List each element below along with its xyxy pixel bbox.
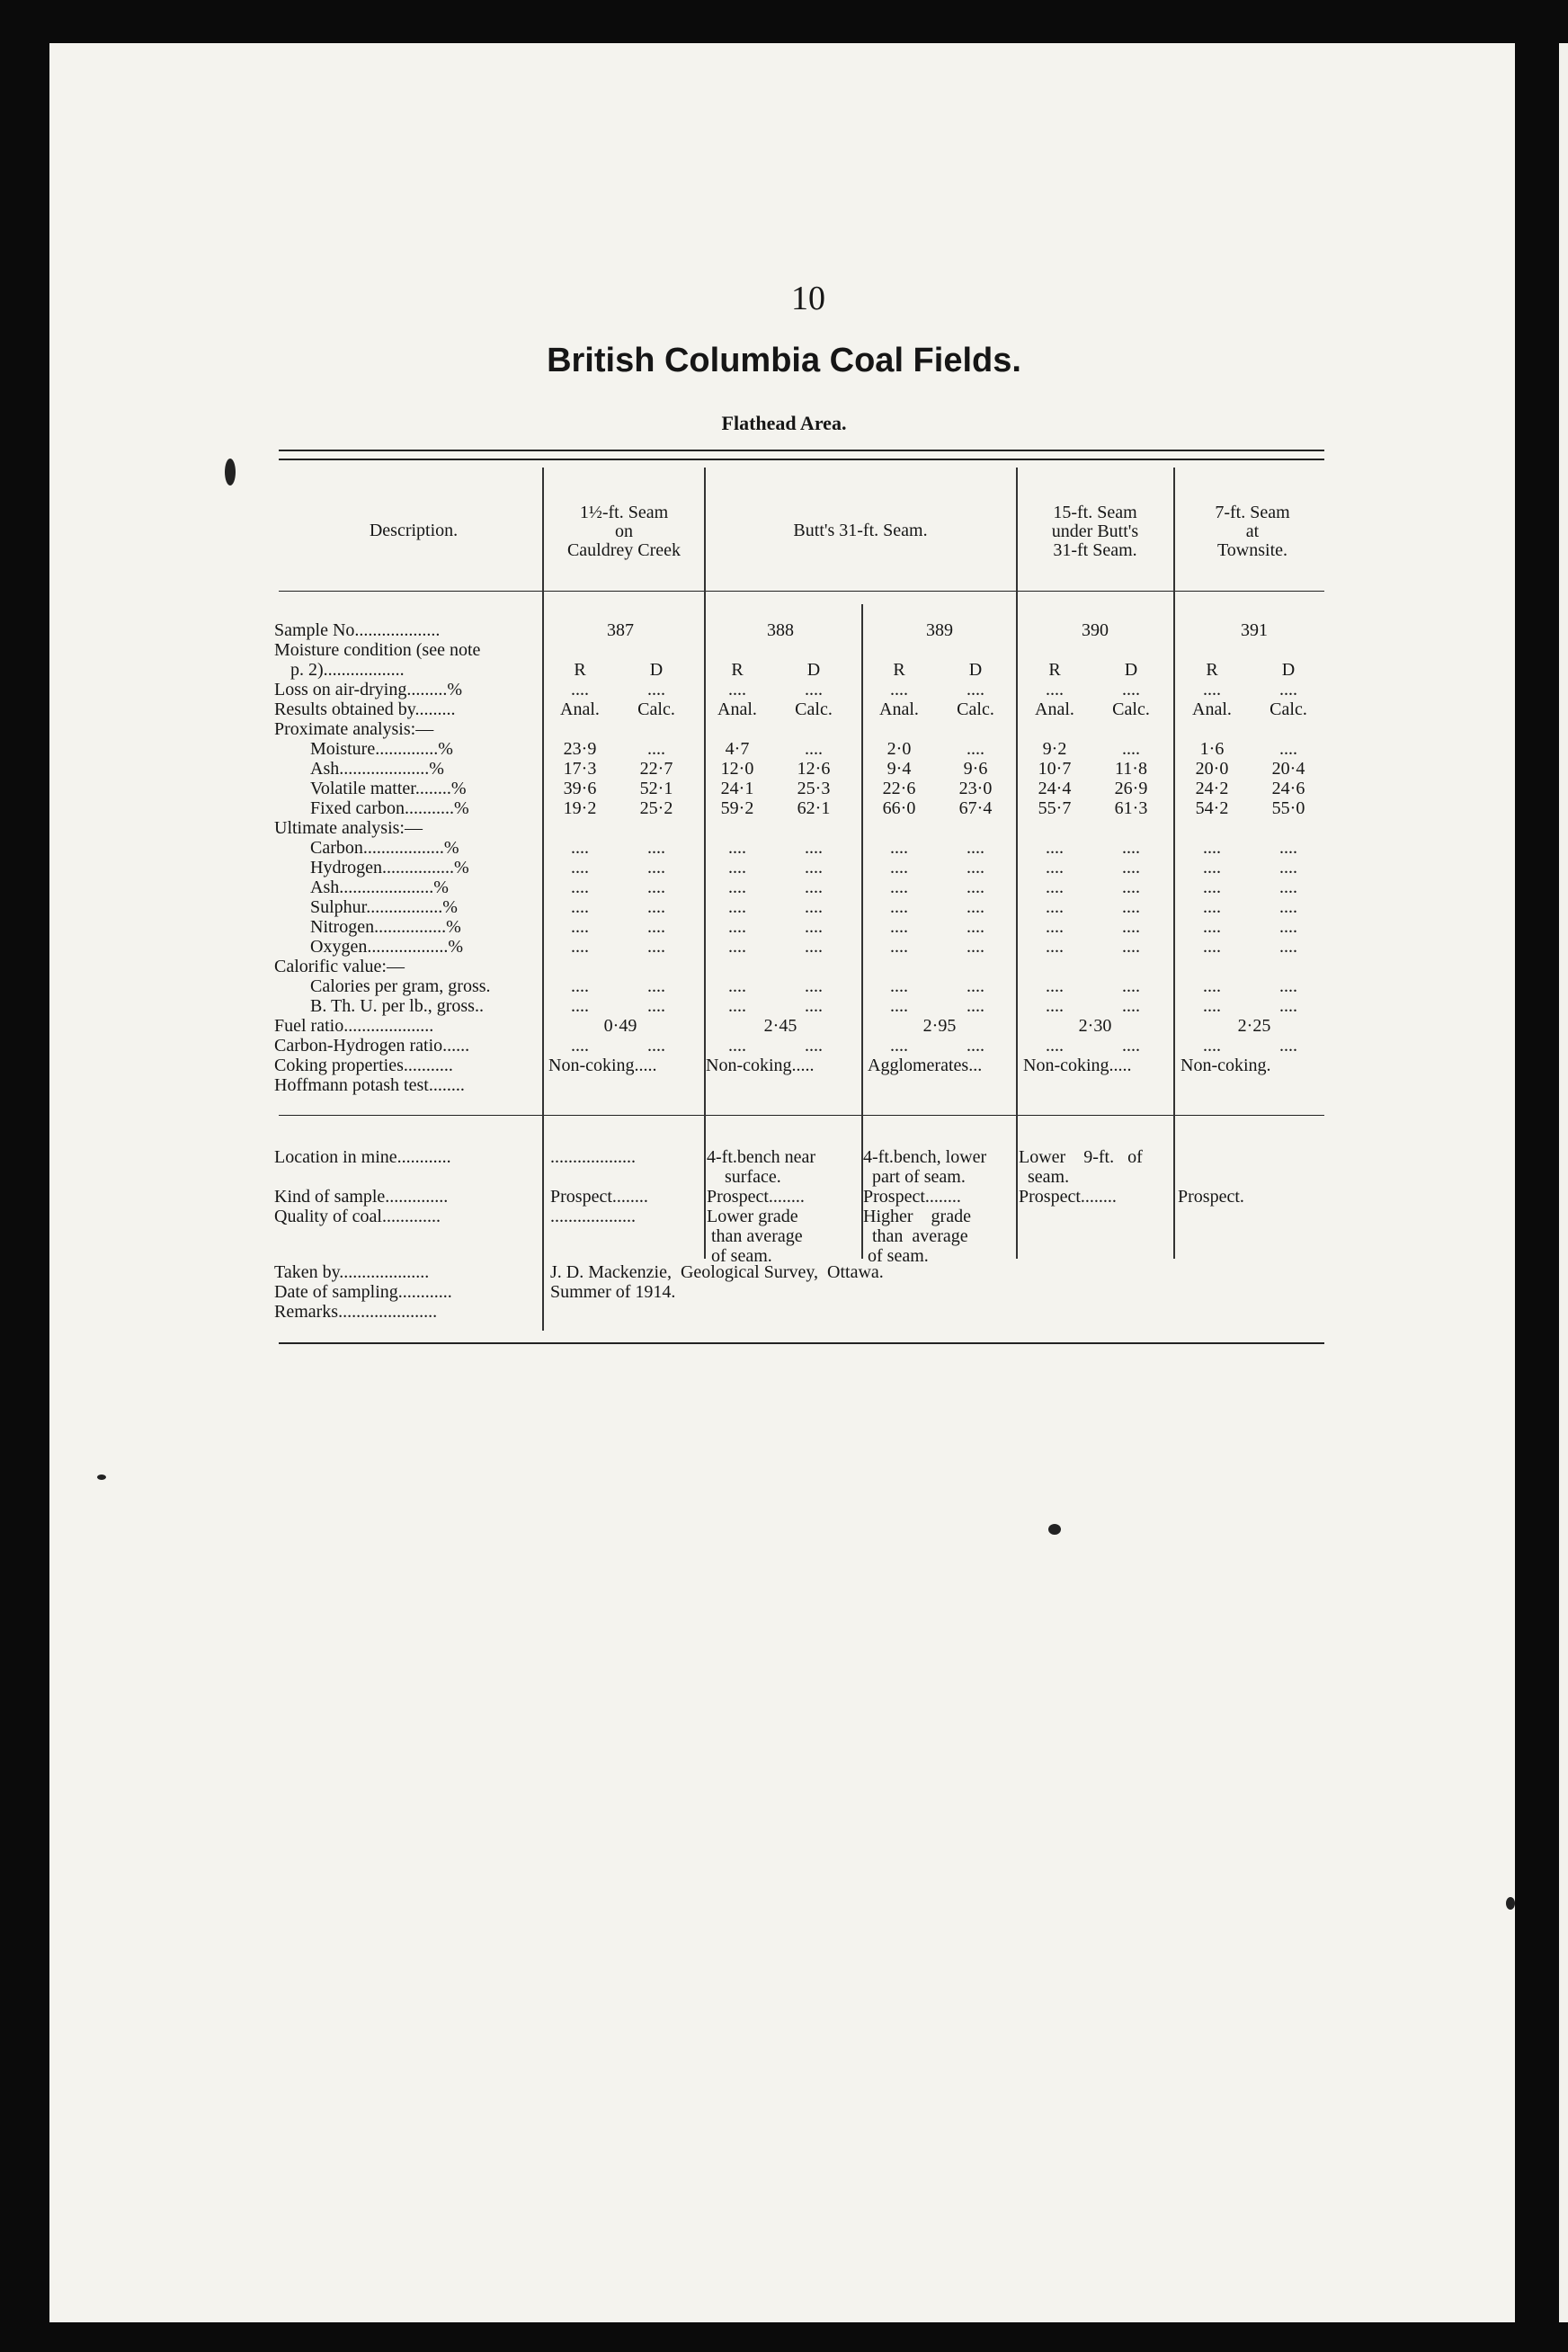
label-loss-air: Loss on air-drying.........% <box>274 680 463 699</box>
label-ultimate: Ultimate analysis:— <box>274 818 423 838</box>
header-col1: 1½-ft. Seam on Cauldrey Creek <box>566 503 682 560</box>
fuel-ratio-1: 0·49 <box>603 1016 637 1036</box>
dots: .... <box>571 897 589 917</box>
moisture-d-2: .... <box>805 739 823 759</box>
dots: .... <box>1122 937 1140 957</box>
dots: .... <box>728 680 746 699</box>
dots: .... <box>1279 937 1297 957</box>
calc-label: Calc. <box>637 699 675 719</box>
scan-mark <box>225 459 236 486</box>
dots: .... <box>571 976 589 996</box>
moisture-r-5: 1·6 <box>1199 739 1225 759</box>
moisture-r-1: 23·9 <box>563 739 597 759</box>
dots: .... <box>728 858 746 878</box>
volatile-r-2: 24·1 <box>720 779 754 798</box>
dots: .... <box>1279 878 1297 897</box>
dots: .... <box>571 858 589 878</box>
dots: .... <box>571 878 589 897</box>
fixed-r-1: 19·2 <box>563 798 597 818</box>
dots: .... <box>728 838 746 858</box>
scan-mark <box>97 1474 106 1480</box>
dots: .... <box>728 937 746 957</box>
dots: .... <box>571 937 589 957</box>
volatile-d-1: 52·1 <box>639 779 673 798</box>
header-col4: 15-ft. Seam under Butt's 31-ft Seam. <box>1051 503 1139 560</box>
dots: .... <box>1203 996 1221 1016</box>
dots: .... <box>647 897 665 917</box>
quality-col2: Lower grade than average of seam. <box>707 1207 803 1266</box>
page-number: 10 <box>791 280 825 317</box>
moisture-d-3: .... <box>967 739 984 759</box>
dots: .... <box>1203 976 1221 996</box>
dots: .... <box>1122 897 1140 917</box>
dots: .... <box>805 917 823 937</box>
fixed-r-4: 55·7 <box>1038 798 1072 818</box>
dots: .... <box>805 937 823 957</box>
fuel-ratio-2: 2·45 <box>763 1016 797 1036</box>
coking-4: Non-coking..... <box>1023 1056 1132 1075</box>
label-moisture-condition: Moisture condition (see note <box>274 640 481 660</box>
fixed-d-3: 67·4 <box>958 798 993 818</box>
volatile-d-2: 25·3 <box>797 779 831 798</box>
ash-d-1: 22·7 <box>639 759 673 779</box>
header-col5: 7-ft. Seam at Townsite. <box>1215 503 1290 560</box>
moisture-d-1: .... <box>647 739 665 759</box>
col-divider-4 <box>1016 468 1018 1259</box>
d-label: D <box>806 660 821 680</box>
label-calories: Calories per gram, gross. <box>310 976 491 996</box>
dots: .... <box>967 680 984 699</box>
calc-label: Calc. <box>957 699 994 719</box>
dots: .... <box>647 996 665 1016</box>
dots: .... <box>967 996 984 1016</box>
fixed-r-2: 59·2 <box>720 798 754 818</box>
dots: .... <box>805 838 823 858</box>
dots: .... <box>1122 858 1140 878</box>
dots: .... <box>1122 1036 1140 1056</box>
dots: .... <box>728 996 746 1016</box>
ash-r-3: 9·4 <box>886 759 912 779</box>
dots: .... <box>1203 937 1221 957</box>
label-hydrogen: Hydrogen................% <box>310 858 469 878</box>
kind-col5: Prospect. <box>1178 1187 1244 1207</box>
label-ch-ratio: Carbon-Hydrogen ratio...... <box>274 1036 470 1056</box>
label-p2: p. 2).................. <box>290 660 405 680</box>
dots: .... <box>890 838 908 858</box>
quality-col1: ................... <box>550 1207 636 1226</box>
dots: .... <box>1122 680 1140 699</box>
anal-label: Anal. <box>1192 699 1232 719</box>
dots: .... <box>728 917 746 937</box>
fixed-r-5: 54·2 <box>1195 798 1229 818</box>
volatile-r-5: 24·2 <box>1195 779 1229 798</box>
dots: .... <box>1122 838 1140 858</box>
d-label: D <box>1124 660 1138 680</box>
ash-d-4: 11·8 <box>1115 759 1147 779</box>
dots: .... <box>1203 858 1221 878</box>
dots: .... <box>571 917 589 937</box>
dots: .... <box>1046 838 1064 858</box>
dots: .... <box>890 976 908 996</box>
label-taken-by: Taken by.................... <box>274 1262 430 1282</box>
moisture-d-5: .... <box>1279 739 1297 759</box>
kind-col1: Prospect........ <box>550 1187 648 1207</box>
dots: .... <box>728 1036 746 1056</box>
fixed-d-4: 61·3 <box>1114 798 1148 818</box>
dots: .... <box>805 897 823 917</box>
dots: .... <box>805 858 823 878</box>
volatile-r-3: 22·6 <box>882 779 916 798</box>
fixed-r-3: 66·0 <box>882 798 916 818</box>
date-value: Summer of 1914. <box>550 1282 676 1302</box>
label-sulphur: Sulphur.................% <box>310 897 458 917</box>
dots: .... <box>1203 838 1221 858</box>
sample-no-3: 389 <box>926 620 953 640</box>
sample-no-2: 388 <box>767 620 794 640</box>
volatile-r-4: 24·4 <box>1038 779 1072 798</box>
fuel-ratio-4: 2·30 <box>1078 1016 1112 1036</box>
dots: .... <box>1046 996 1064 1016</box>
dots: .... <box>571 996 589 1016</box>
dots: .... <box>890 858 908 878</box>
dots: .... <box>967 838 984 858</box>
dots: .... <box>1046 680 1064 699</box>
dots: .... <box>967 917 984 937</box>
page-title: British Columbia Coal Fields. <box>547 342 1021 379</box>
dots: .... <box>890 937 908 957</box>
dots: .... <box>967 1036 984 1056</box>
dots: .... <box>805 1036 823 1056</box>
mid-rule <box>279 1115 1324 1116</box>
dots: .... <box>805 878 823 897</box>
dots: .... <box>967 937 984 957</box>
label-proximate: Proximate analysis:— <box>274 719 434 739</box>
label-btu: B. Th. U. per lb., gross.. <box>310 996 484 1016</box>
top-rule-2 <box>279 459 1324 460</box>
volatile-d-3: 23·0 <box>958 779 993 798</box>
label-fuel-ratio: Fuel ratio.................... <box>274 1016 434 1036</box>
label-ash-ultimate: Ash.....................% <box>310 878 449 897</box>
dots: .... <box>1203 878 1221 897</box>
dots: .... <box>1046 976 1064 996</box>
dots: .... <box>1279 897 1297 917</box>
label-hoffmann: Hoffmann potash test........ <box>274 1075 465 1095</box>
label-oxygen: Oxygen..................% <box>310 937 463 957</box>
dots: .... <box>1279 680 1297 699</box>
ash-d-5: 20·4 <box>1271 759 1305 779</box>
moisture-r-2: 4·7 <box>725 739 750 759</box>
sample-no-4: 390 <box>1082 620 1109 640</box>
label-results-by: Results obtained by......... <box>274 699 456 719</box>
d-label: D <box>968 660 983 680</box>
header-description: Description. <box>369 521 459 540</box>
sample-no-5: 391 <box>1241 620 1268 640</box>
page-subtitle: Flathead Area. <box>721 412 847 434</box>
dots: .... <box>647 976 665 996</box>
dots: .... <box>1046 1036 1064 1056</box>
anal-label: Anal. <box>560 699 600 719</box>
dots: .... <box>647 1036 665 1056</box>
dots: .... <box>647 838 665 858</box>
dots: .... <box>647 878 665 897</box>
dots: .... <box>728 897 746 917</box>
label-fixed-carbon: Fixed carbon...........% <box>310 798 469 818</box>
dots: .... <box>728 976 746 996</box>
label-location: Location in mine............ <box>274 1147 451 1167</box>
dots: .... <box>890 680 908 699</box>
dots: .... <box>1279 858 1297 878</box>
dots: .... <box>1279 976 1297 996</box>
sample-no-1: 387 <box>607 620 634 640</box>
ash-r-4: 10·7 <box>1038 759 1072 779</box>
dots: .... <box>1046 878 1064 897</box>
coking-5: Non-coking. <box>1180 1056 1271 1075</box>
kind-col2: Prospect........ <box>707 1187 805 1207</box>
dots: .... <box>647 680 665 699</box>
location-col2: 4-ft.bench near surface. <box>707 1147 816 1187</box>
dots: .... <box>647 917 665 937</box>
ash-r-2: 12·0 <box>720 759 754 779</box>
label-sample-no: Sample No................... <box>274 620 441 640</box>
dots: .... <box>1279 838 1297 858</box>
dots: .... <box>967 878 984 897</box>
dots: .... <box>890 996 908 1016</box>
col-divider-5 <box>1173 468 1175 1259</box>
dots: .... <box>967 858 984 878</box>
dots: .... <box>1122 976 1140 996</box>
label-quality: Quality of coal............. <box>274 1207 441 1226</box>
volatile-d-5: 24·6 <box>1271 779 1305 798</box>
dots: .... <box>571 680 589 699</box>
label-volatile: Volatile matter........% <box>310 779 467 798</box>
anal-label: Anal. <box>879 699 919 719</box>
fixed-d-1: 25·2 <box>639 798 673 818</box>
label-date: Date of sampling............ <box>274 1282 452 1302</box>
r-label: R <box>893 660 905 680</box>
r-label: R <box>574 660 586 680</box>
label-calorific: Calorific value:— <box>274 957 405 976</box>
dots: .... <box>1203 917 1221 937</box>
label-nitrogen: Nitrogen................% <box>310 917 461 937</box>
dots: .... <box>1046 917 1064 937</box>
bottom-rule <box>279 1342 1324 1344</box>
kind-col4: Prospect........ <box>1019 1187 1117 1207</box>
ash-d-3: 9·6 <box>963 759 988 779</box>
r-label: R <box>731 660 744 680</box>
anal-label: Anal. <box>717 699 757 719</box>
scan-mark <box>1506 1897 1515 1910</box>
dots: .... <box>1046 858 1064 878</box>
dots: .... <box>1122 917 1140 937</box>
dots: .... <box>890 1036 908 1056</box>
taken-by-value: J. D. Mackenzie, Geological Survey, Ottawa. <box>550 1262 884 1282</box>
dots: .... <box>571 838 589 858</box>
top-rule-1 <box>279 450 1324 451</box>
moisture-r-4: 9·2 <box>1042 739 1067 759</box>
moisture-r-3: 2·0 <box>886 739 912 759</box>
label-remarks: Remarks...................... <box>274 1302 438 1322</box>
fixed-d-2: 62·1 <box>797 798 831 818</box>
ash-r-5: 20·0 <box>1195 759 1229 779</box>
dots: .... <box>967 897 984 917</box>
moisture-d-4: .... <box>1122 739 1140 759</box>
coking-2: Non-coking..... <box>706 1056 815 1075</box>
calc-label: Calc. <box>1112 699 1150 719</box>
dots: .... <box>1279 996 1297 1016</box>
dots: .... <box>1122 878 1140 897</box>
r-label: R <box>1206 660 1218 680</box>
scan-mark <box>1048 1524 1061 1535</box>
dots: .... <box>571 1036 589 1056</box>
location-col3: 4-ft.bench, lower part of seam. <box>863 1147 987 1187</box>
dots: .... <box>890 878 908 897</box>
dots: .... <box>890 917 908 937</box>
volatile-d-4: 26·9 <box>1114 779 1148 798</box>
fuel-ratio-3: 2·95 <box>922 1016 957 1036</box>
coking-3: Agglomerates... <box>868 1056 983 1075</box>
location-col4: Lower 9-ft. of seam. <box>1019 1147 1143 1187</box>
label-moisture: Moisture..............% <box>310 739 453 759</box>
quality-col3: Higher grade than average of seam. <box>863 1207 971 1266</box>
dots: .... <box>1279 1036 1297 1056</box>
dots: .... <box>805 976 823 996</box>
dots: .... <box>890 897 908 917</box>
d-label: D <box>649 660 664 680</box>
dots: .... <box>967 976 984 996</box>
dots: .... <box>805 996 823 1016</box>
label-ash: Ash....................% <box>310 759 444 779</box>
dots: .... <box>1279 917 1297 937</box>
label-kind: Kind of sample.............. <box>274 1187 449 1207</box>
anal-label: Anal. <box>1035 699 1074 719</box>
calc-label: Calc. <box>795 699 833 719</box>
dots: .... <box>805 680 823 699</box>
header-rule <box>279 591 1324 592</box>
d-label: D <box>1281 660 1296 680</box>
fixed-d-5: 55·0 <box>1271 798 1305 818</box>
location-col1: ................... <box>550 1147 636 1167</box>
fuel-ratio-5: 2·25 <box>1237 1016 1271 1036</box>
dots: .... <box>1203 680 1221 699</box>
dots: .... <box>1122 996 1140 1016</box>
coking-1: Non-coking..... <box>548 1056 657 1075</box>
calc-label: Calc. <box>1270 699 1307 719</box>
label-carbon: Carbon..................% <box>310 838 459 858</box>
dots: .... <box>1203 897 1221 917</box>
page-edge <box>1559 43 1568 2322</box>
dots: .... <box>1203 1036 1221 1056</box>
dots: .... <box>647 858 665 878</box>
ash-r-1: 17·3 <box>563 759 597 779</box>
ash-d-2: 12·6 <box>797 759 831 779</box>
r-label: R <box>1048 660 1061 680</box>
dots: .... <box>647 937 665 957</box>
dots: .... <box>1046 937 1064 957</box>
dots: .... <box>1046 897 1064 917</box>
header-col2: Butt's 31-ft. Seam. <box>793 521 928 540</box>
volatile-r-1: 39·6 <box>563 779 597 798</box>
label-coking: Coking properties........... <box>274 1056 453 1075</box>
kind-col3: Prospect........ <box>863 1187 961 1207</box>
dots: .... <box>728 878 746 897</box>
